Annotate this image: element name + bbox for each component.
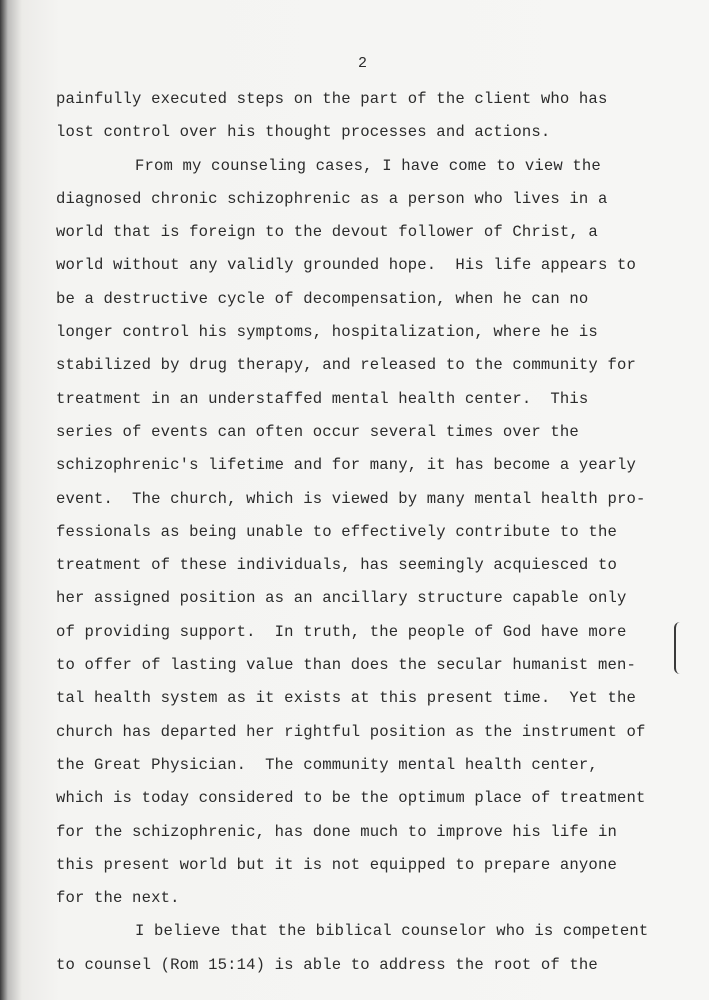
text-line: of providing support. In truth, the people of God have more — [56, 622, 627, 641]
body-text — [56, 86, 686, 985]
text-line: be a destructive cycle of decompensation, when he can no — [56, 289, 589, 308]
text-line: fessionals as being unable to effectively contribute to the — [56, 522, 617, 541]
text-line: her assigned position as an ancillary structure capable only — [56, 589, 627, 608]
text-line: From my counseling cases, I have come to view the — [135, 156, 601, 175]
text-line: the Great Physician. The community mental health center, — [56, 755, 598, 774]
text-line: to offer of lasting value than does the secular humanist men- — [56, 656, 636, 675]
text-line: longer control his symptoms, hospitalization, where he is — [56, 323, 598, 342]
text-line: for the next. — [56, 889, 180, 908]
text-line: for the schizophrenic, has done much to improve his life in — [56, 822, 617, 841]
text-line: event. The church, which is viewed by many mental health pro- — [56, 489, 646, 508]
text-line: lost control over his thought processes and actions. — [56, 123, 551, 142]
margin-bracket-mark — [674, 622, 684, 674]
text-line: painfully executed steps on the part of the client who has — [56, 90, 608, 108]
text-line: stabilized by drug therapy, and released to the community for — [56, 356, 636, 375]
text-line: world without any validly grounded hope. His life appears to — [56, 256, 636, 275]
text-line: to counsel (Rom 15:14) is able to address the root of the — [56, 955, 598, 974]
text-line: schizophrenic's lifetime and for many, it has become a yearly — [56, 456, 636, 475]
text-line: treatment in an understaffed mental health center. This — [56, 389, 589, 408]
text-line: which is today considered to be the optimum place of treatment — [56, 789, 646, 808]
page-number: 2 — [358, 55, 368, 72]
text-line: tal health system as it exists at this present time. Yet the — [56, 689, 636, 708]
text-line: treatment of these individuals, has seemingly acquiesced to — [56, 556, 617, 575]
text-line: this present world but it is not equipped to prepare anyone — [56, 855, 617, 874]
text-line: church has departed her rightful position as the instrument of — [56, 722, 646, 741]
text-line: world that is foreign to the devout follower of Christ, a — [56, 223, 598, 242]
text-line: I believe that the biblical counselor who is competent — [135, 922, 649, 941]
text-line: diagnosed chronic schizophrenic as a person who lives in a — [56, 189, 608, 208]
text-line: series of events can often occur several times over the — [56, 422, 579, 441]
